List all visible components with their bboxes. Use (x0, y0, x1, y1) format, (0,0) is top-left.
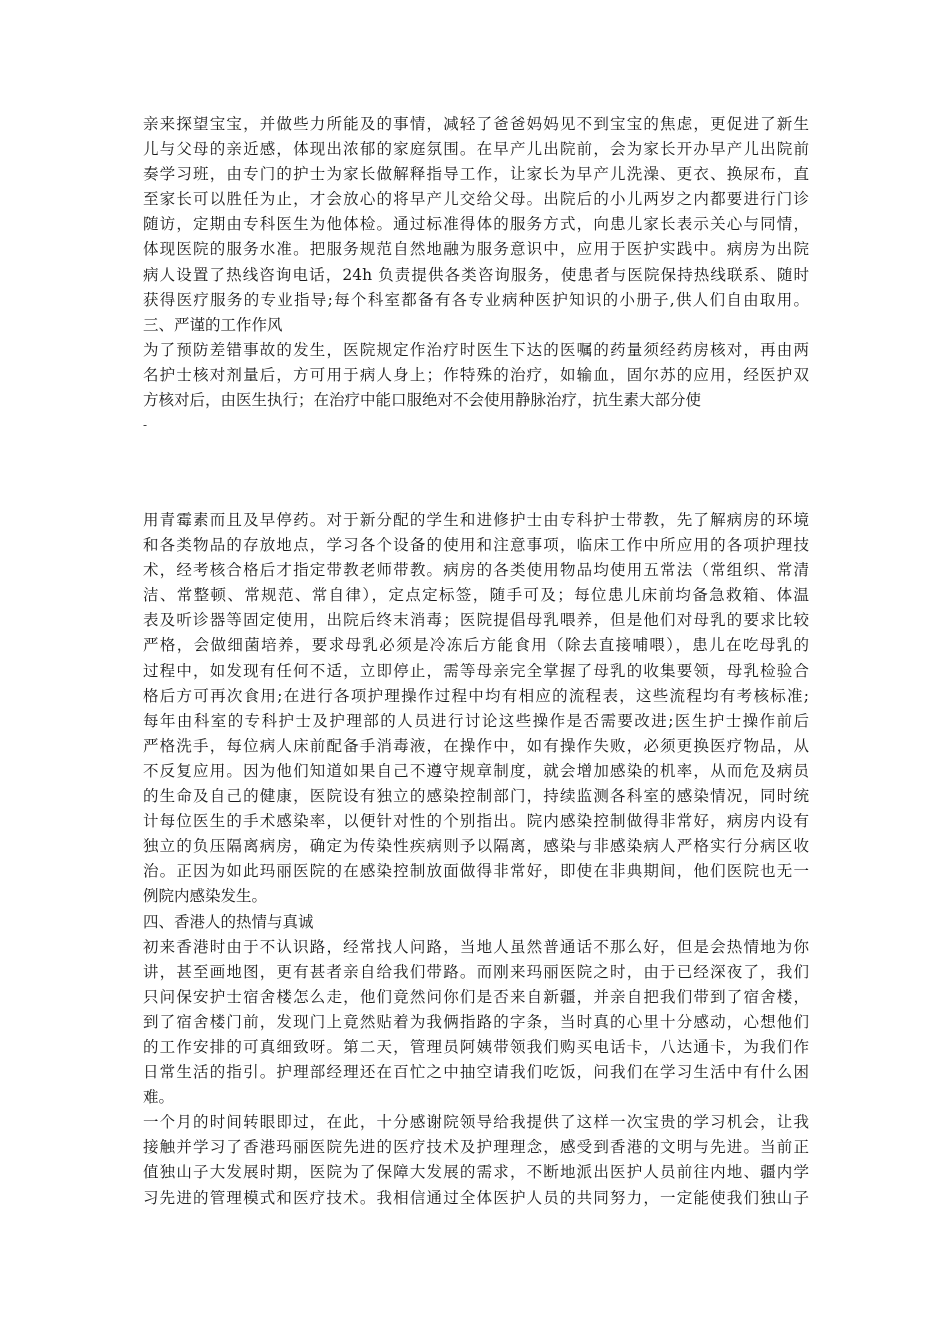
text-line: 独立的负压隔离病房，确定为传染性疾病则予以隔离，感染与非感染病人严格实行分病区收 (143, 837, 809, 856)
text-line: 习先进的管理模式和医疗技术。我相信通过全体医护人员的共同努力，一定能使我们独山子 (143, 1188, 809, 1207)
text-line: 治。正因为如此玛丽医院的在感染控制放面做得非常好，即使在非典期间，他们医院也无一 (143, 862, 809, 881)
text-line: 名护士核对剂量后，方可用于病人身上；作特殊的治疗，如输血，固尔苏的应用，经医护双 (143, 365, 809, 384)
section-heading-4: 四、香港人的热情与真诚 (143, 912, 314, 931)
document-block-bottom (143, 508, 809, 1211)
text-line: 只问保安护士宿舍楼怎么走，他们竟然问你们是否来自新疆，并亲自把我们带到了宿舍楼， (143, 987, 809, 1006)
text-line: 每年由科室的专科护士及护理部的人员进行讨论这些操作是否需要改进;医生护士操作前后 (143, 711, 809, 730)
text-line: 的生命及自己的健康，医院设有独立的感染控制部门，持续监测各科室的感染情况，同时统 (143, 787, 809, 806)
text-line: 例院内感染发生。 (143, 887, 268, 906)
text-line: 儿与父母的亲近感，体现出浓郁的家庭氛围。在早产儿出院前，会为家长开办早产儿出院前 (143, 140, 809, 159)
paragraph-work-style (143, 338, 809, 413)
text-line: 到了宿舍楼门前，发现门上竟然贴着为我俩指路的字条，当时真的心里十分感动，心想他们 (143, 1012, 809, 1031)
text-line: 的工作安排的可真细致呀。第二天，管理员阿姨带领我们购买电话卡，八达通卡，为我们作 (143, 1037, 809, 1056)
paragraph-hong-kong-people (143, 935, 809, 1111)
text-line: 随访，定期由专科医生为他体检。通过标准得体的服务方式，向患儿家长表示关心与同情， (143, 215, 809, 234)
text-line: 用青霉素而且及早停药。对于新分配的学生和进修护士由专科护士带教，先了解病房的环境 (143, 511, 809, 529)
text-line: 日常生活的指引。护理部经理还在百忙之中抽空请我们吃饭，问我们在学习生活中有什么困 (143, 1063, 809, 1082)
paragraph-work-style-continued (143, 508, 809, 910)
text-line: 格后方可再次食用;在进行各项护理操作过程中均有相应的流程表，这些流程均有考核标准; (143, 686, 809, 705)
document-block-top (143, 112, 809, 413)
text-line: 术，经考核合格后才指定带教老师带教。病房的各类使用物品均使用五常法（常组织、常清 (143, 561, 809, 580)
text-line: 值独山子大发展时期，医院为了保障大发展的需求，不断地派出医护人员前往内地、疆内学 (143, 1163, 809, 1182)
text-line: 接触并学习了香港玛丽医院先进的医疗技术及护理理念，感受到香港的文明与先进。当前正 (143, 1138, 809, 1157)
text-line: 获得医疗服务的专业指导;每个科室都备有各专业病种医护知识的小册子,供人们自由取用。 (143, 290, 809, 309)
text-line: 严格，会做细菌培养，要求母乳必须是冷冻后方能食用（除去直接哺喂），患儿在吃母乳的 (143, 636, 809, 655)
text-line: 表及听诊器等固定使用，出院后终末消毒；医院提倡母乳喂养，但是他们对母乳的要求比较 (143, 611, 809, 630)
section-heading-3: 三、严谨的工作作风 (143, 315, 283, 334)
text-line: 奏学习班，由专门的护士为家长做解释指导工作，让家长为早产儿洗澡、更衣、换尿布，直 (143, 165, 809, 184)
text-line: 至家长可以胜任为止，才会放心的将早产儿交给父母。出院后的小儿两岁之内都要进行门诊 (143, 190, 809, 209)
text-line: 洁、常整顿、常规范、常自律），定点定标签，随手可及；每位患儿床前均备急救箱、体温 (143, 586, 809, 605)
text-line: 一个月的时间转眼即过，在此，十分感谢院领导给我提供了这样一次宝贵的学习机会，让我 (143, 1113, 809, 1132)
text-line: 方核对后，由医生执行；在治疗中能口服绝对不会使用静脉治疗，抗生素大部分使 (143, 391, 702, 410)
paragraph-service (143, 112, 809, 313)
text-line: 讲，甚至画地图，更有甚者亲自给我们带路。而刚来玛丽医院之时，由于已经深夜了，我们 (143, 962, 809, 981)
text-line: 计每位医生的手术感染率，以便针对性的个别指出。院内感染控制做得非常好，病房内设有 (143, 812, 809, 831)
text-line: 过程中，如发现有任何不适，立即停止，需等母亲完全掌握了母乳的收集要领，母乳检验合 (143, 661, 809, 680)
page-break-marker: - (143, 418, 148, 432)
text-line: 体现医院的服务水准。把服务规范自然地融为服务意识中，应用于医护实践中。病房为出院 (143, 240, 809, 259)
text-line: 难。 (143, 1088, 175, 1107)
text-line: 病人设置了热线咨询电话，24h 负责提供各类咨询服务，使患者与医院保持热线联系、随时 (143, 265, 809, 284)
text-line: 为了预防差错事故的发生，医院规定作治疗时医生下达的医嘱的药量须经药房核对，再由两 (143, 340, 809, 359)
text-line: 严格洗手，每位病人床前配备手消毒液，在操作中，如有操作失败，必须更换医疗物品，从 (143, 736, 809, 755)
text-line: 初来香港时由于不认识路，经常找人问路，当地人虽然普通话不那么好，但是会热情地为你 (143, 937, 809, 956)
text-line: 不反复应用。因为他们知道如果自己不遵守规章制度，就会增加感染的机率，从而危及病员 (143, 761, 809, 780)
text-line: 和各类物品的存放地点，学习各个设备的使用和注意事项，临床工作中所应用的各项护理技 (143, 536, 809, 555)
paragraph-conclusion (143, 1110, 809, 1210)
text-line: 亲来探望宝宝，并做些力所能及的事情，减轻了爸爸妈妈见不到宝宝的焦虑，更促进了新生 (143, 115, 809, 133)
